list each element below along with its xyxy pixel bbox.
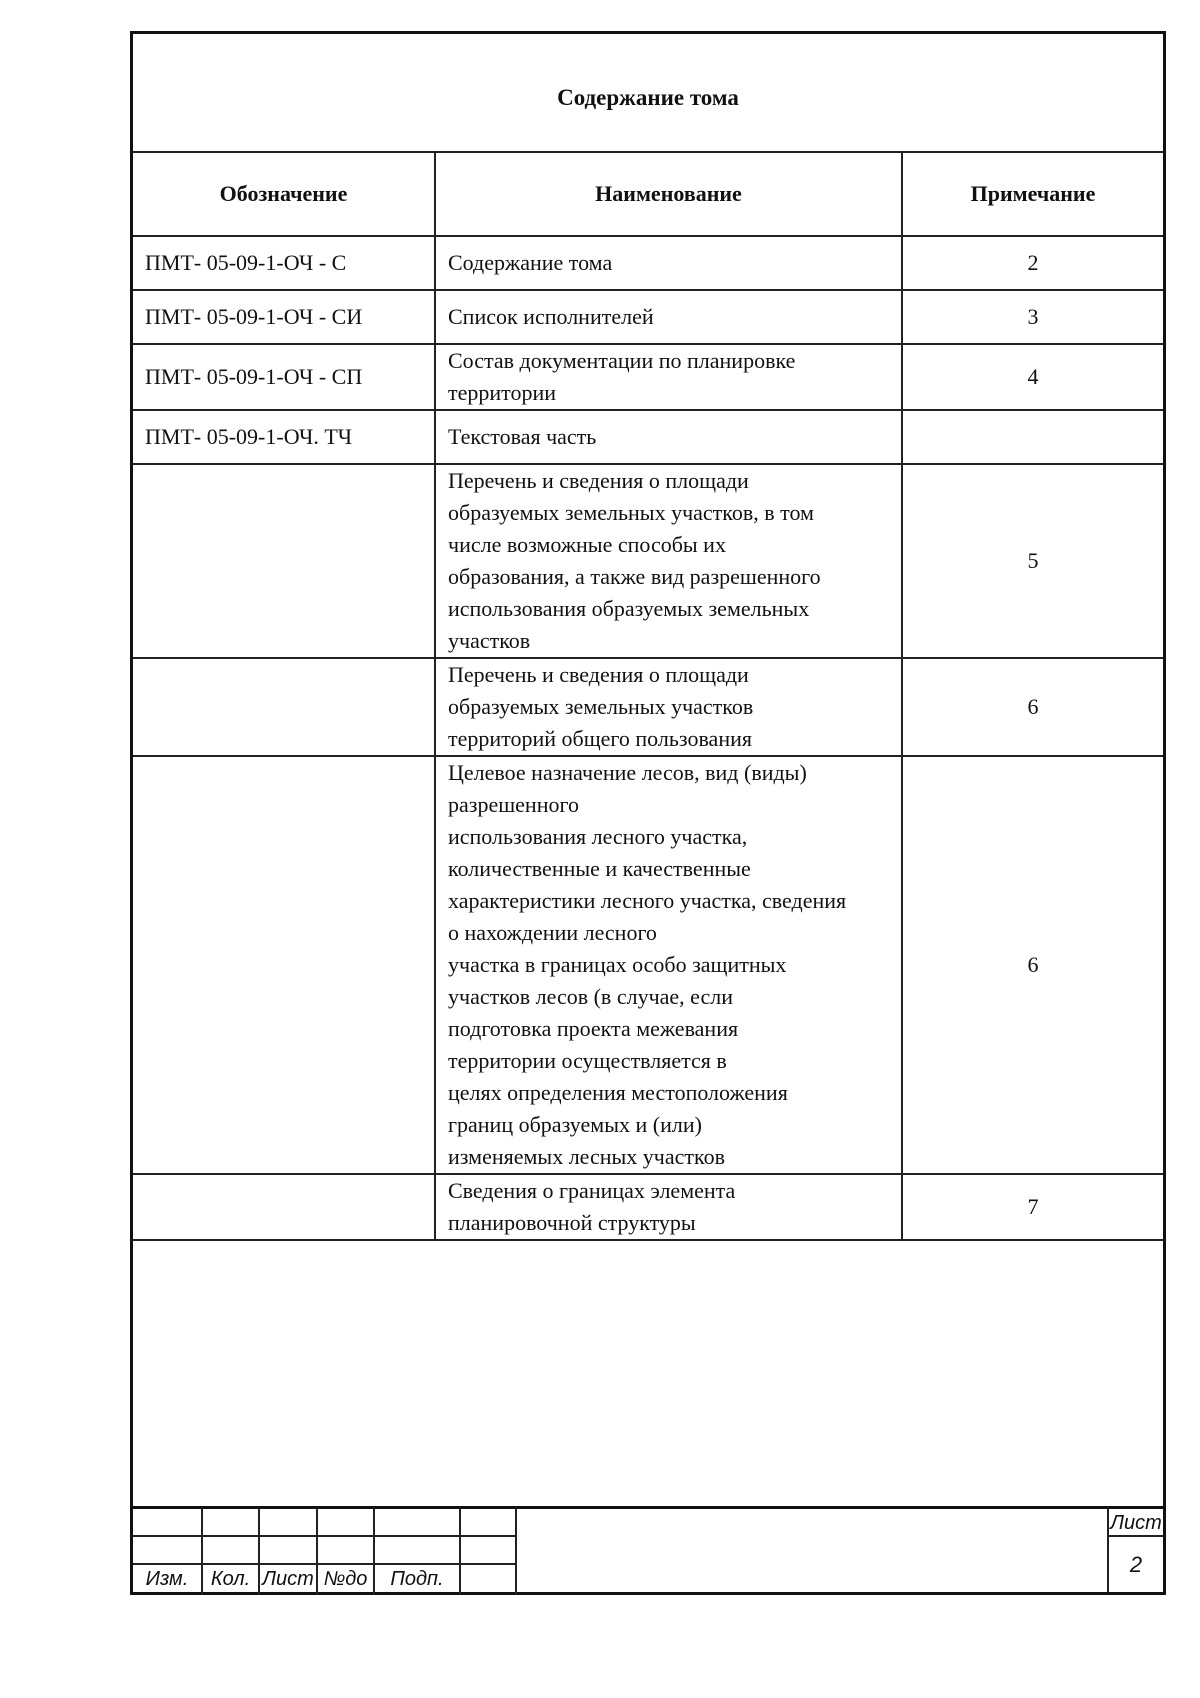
header-name: Наименование <box>435 152 902 236</box>
header-designation: Обозначение <box>133 152 435 236</box>
stamp-label-count: Кол. <box>210 1568 251 1590</box>
stamp-label-change: Изм. <box>145 1568 189 1590</box>
sheet-label: Лист <box>1109 1509 1163 1537</box>
stamp-label-sheet: Лист <box>262 1568 314 1590</box>
row-name: Целевое назначение лесов, вид (виды) разрешенного использования лесного участка, количественные и качественные характеристики лесного участка, сведения о нахождении лесного участка в границах особо защитных участков лесов (в случае, если подготовка проекта межевания территории осуществляется в целях определения местоположения границ образуемых и (или) изменяемых лесных участков <box>435 756 902 1174</box>
table-row <box>133 658 1163 756</box>
row-note: 4 <box>902 344 1163 410</box>
row-name: Сведения о границах элемента планировочной структуры <box>435 1174 902 1240</box>
row-designation <box>133 1174 435 1240</box>
row-note <box>902 410 1163 464</box>
table-row <box>133 410 1163 464</box>
stamp-label-doc-number: №до <box>323 1568 368 1590</box>
row-designation: ПМТ- 05-09-1-ОЧ. ТЧ <box>133 410 435 464</box>
header-row <box>133 152 1163 236</box>
row-name: Текстовая часть <box>435 410 902 464</box>
row-designation: ПМТ- 05-09-1-ОЧ - СП <box>133 344 435 410</box>
row-note: 5 <box>902 464 1163 658</box>
row-name: Содержание тома <box>435 236 902 290</box>
row-designation <box>133 658 435 756</box>
sheet-number: 2 <box>1129 1552 1143 1577</box>
row-note: 2 <box>902 236 1163 290</box>
row-note: 6 <box>902 658 1163 756</box>
row-name: Состав документации по планировке территории <box>435 344 902 410</box>
table-row <box>133 464 1163 658</box>
row-designation <box>133 464 435 658</box>
row-designation: ПМТ- 05-09-1-ОЧ - С <box>133 236 435 290</box>
row-note: 6 <box>902 756 1163 1174</box>
sheet-number-box <box>1107 1509 1163 1592</box>
row-note: 3 <box>902 290 1163 344</box>
table-row <box>133 236 1163 290</box>
row-name: Список исполнителей <box>435 290 902 344</box>
table-row <box>133 344 1163 410</box>
document-title: Содержание тома <box>557 84 739 110</box>
table-row <box>133 756 1163 1174</box>
table-row <box>133 290 1163 344</box>
table-row <box>133 1174 1163 1240</box>
row-name: Перечень и сведения о площади образуемых земельных участков, в том числе возможные способы их образования, а также вид разрешенного использования образуемых земельных участков <box>435 464 902 658</box>
row-designation: ПМТ- 05-09-1-ОЧ - СИ <box>133 290 435 344</box>
title-block <box>133 1506 1163 1592</box>
row-name: Перечень и сведения о площади образуемых земельных участков территорий общего пользования <box>435 658 902 756</box>
document-frame <box>130 31 1166 1595</box>
row-note: 7 <box>902 1174 1163 1240</box>
header-note: Примечание <box>902 152 1163 236</box>
contents-table <box>133 151 1163 1241</box>
row-designation <box>133 756 435 1174</box>
title-block-divider <box>515 1509 517 1595</box>
stamp-label-signature: Подп. <box>390 1568 444 1590</box>
title-block-divider <box>133 1535 515 1537</box>
title-block-divider <box>459 1509 461 1595</box>
